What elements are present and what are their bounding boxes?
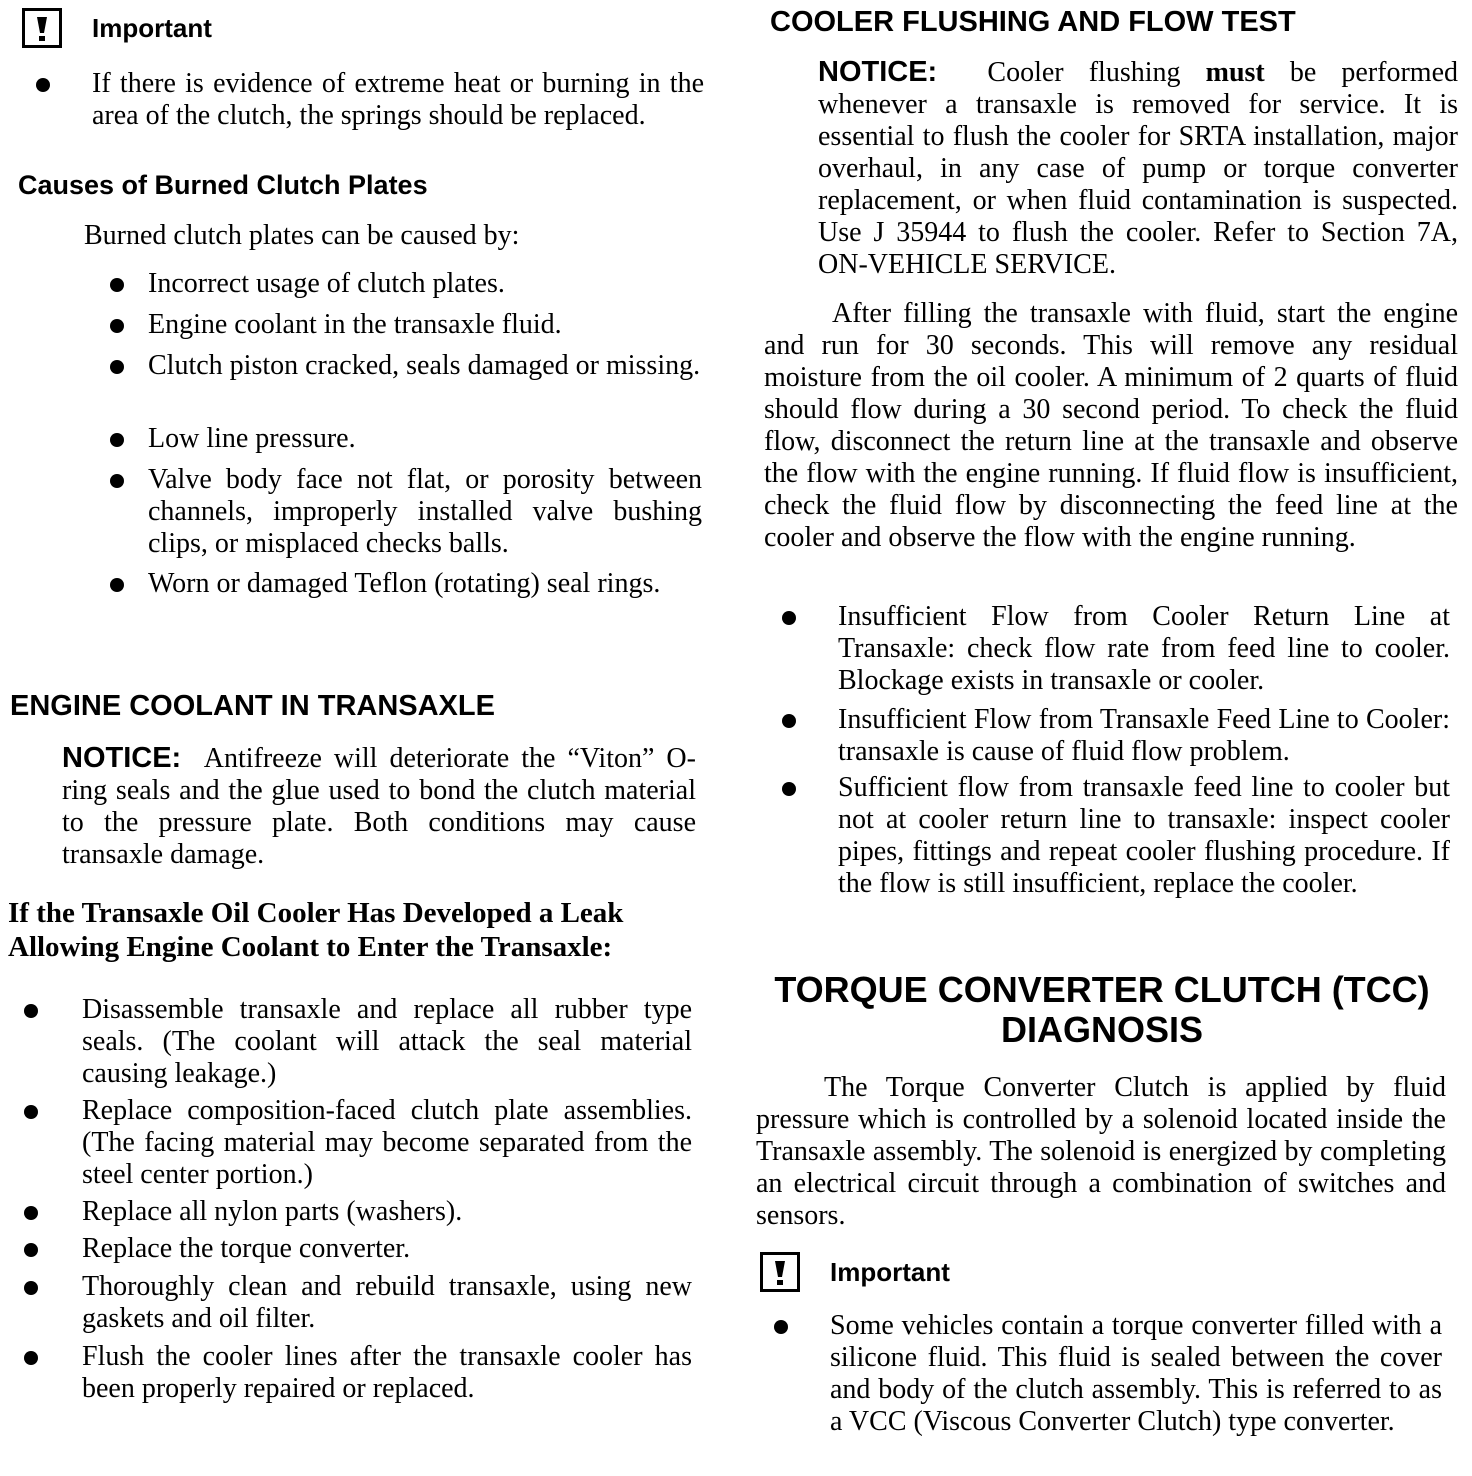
- bullet-dot: [110, 319, 124, 333]
- bullet-dot: [782, 782, 796, 796]
- important-bullet-text: Some vehicles contain a torque converter filled with a silicone fluid. This fluid is sealed between the cover and body of the clutch assembly. This is referred to as a VCC (Viscous Converter Clutch) type converter.: [830, 1310, 1442, 1437]
- list-item-text: Thoroughly clean and rebuild transaxle, using new gaskets and oil filter.: [82, 1271, 692, 1334]
- list-item-text: Sufficient flow from transaxle feed line to cooler but not at cooler return line to transaxle: inspect cooler pipes, fittings and repeat cooler flushing procedure. If the flow is still insufficient, replace the cooler.: [838, 772, 1450, 899]
- tcc-heading-line2: DIAGNOSIS: [1000, 1009, 1204, 1050]
- notice-text-emphasis: must: [1205, 57, 1265, 88]
- bullet-dot: [782, 611, 796, 625]
- bullet-dot: [110, 278, 124, 292]
- notice-label: NOTICE:: [818, 56, 938, 88]
- bullet-dot: [24, 1004, 38, 1018]
- list-item-text: Valve body face not flat, or porosity between channels, improperly installed valve bushing clips, or misplaced checks balls.: [148, 464, 702, 559]
- list-item-text: Low line pressure.: [148, 423, 356, 454]
- list-item-text: Insufficient Flow from Transaxle Feed Line to Cooler: transaxle is cause of fluid flow problem.: [838, 704, 1450, 767]
- list-item-text: Insufficient Flow from Cooler Return Line at Transaxle: check flow rate from feed line to cooler. Blockage exists in transaxle or cooler.: [838, 601, 1450, 696]
- important-bullet-text: If there is evidence of extreme heat or burning in the area of the clutch, the springs should be replaced.: [92, 68, 704, 131]
- list-item-text: Replace all nylon parts (washers).: [82, 1196, 463, 1227]
- list-item-text: Engine coolant in the transaxle fluid.: [148, 309, 562, 340]
- flush-paragraph: After filling the transaxle with fluid, start the engine and run for 30 seconds. This will remove any residual moisture from the oil cooler. A minimum of 2 quarts of fluid should flow during a 30 second period. To check the fluid flow, disconnect the return line at the transaxle and observe the flow with the engine running. If fluid flow is insufficient, check the fluid flow by disconnecting the feed line at the cooler and observe the flow with the engine running.: [764, 298, 1458, 553]
- engine-coolant-heading: ENGINE COOLANT IN TRANSAXLE: [10, 690, 495, 722]
- notice-label: NOTICE:: [62, 742, 182, 774]
- list-item-text: Flush the cooler lines after the transaxle cooler has been properly repaired or replaced.: [82, 1341, 692, 1404]
- important-label: Important: [830, 1256, 950, 1287]
- bullet-dot: [24, 1105, 38, 1119]
- bullet-dot: [24, 1243, 38, 1257]
- notice-text-post: be performed whenever a transaxle is removed for service. It is essential to flush the cooler for SRTA installation, major overhaul, in any case of pump or torque converter replacement, or when fluid contamination is suspected. Use J 35944 to flush the cooler. Refer to Section 7A, ON-VEHICLE SERVICE.: [818, 57, 1458, 280]
- bullet-dot: [110, 578, 124, 592]
- bullet-dot: [782, 714, 796, 728]
- tcc-paragraph: The Torque Converter Clutch is applied by fluid pressure which is controlled by a solenoid located inside the Transaxle assembly. The solenoid is energized by completing an electrical circuit through a combination of switches and sensors.: [756, 1072, 1446, 1231]
- exclamation-icon: [25, 11, 59, 45]
- list-item-text: Clutch piston cracked, seals damaged or missing.: [148, 350, 701, 381]
- list-item-text: Incorrect usage of clutch plates.: [148, 268, 505, 299]
- notice-text: Antifreeze will deteriorate the “Viton” O-ring seals and the glue used to bond the clutch material to the pressure plate. Both conditions may cause transaxle damage.: [62, 743, 696, 870]
- flush-notice: [818, 56, 1458, 281]
- leak-heading: If the Transaxle Oil Cooler Has Developed a Leak Allowing Engine Coolant to Enter the Transaxle:: [8, 897, 624, 963]
- list-item-text: Disassemble transaxle and replace all rubber type seals. (The coolant will attack the seal material causing leakage.): [82, 994, 692, 1089]
- bullet-dot: [24, 1351, 38, 1365]
- causes-intro: Burned clutch plates can be caused by:: [84, 220, 520, 251]
- bullet-dot: [24, 1206, 38, 1220]
- tcc-heading-line1: TORQUE CONVERTER CLUTCH (TCC): [774, 969, 1430, 1010]
- important-callout-top: [22, 8, 212, 48]
- tcc-heading: [756, 970, 1448, 1050]
- bullet-dot: [24, 1281, 38, 1295]
- exclamation-icon: [763, 1255, 797, 1289]
- important-icon: [22, 8, 62, 48]
- coolant-notice: [62, 742, 696, 871]
- important-icon: [760, 1252, 800, 1292]
- bullet-dot: [110, 360, 124, 374]
- causes-heading: Causes of Burned Clutch Plates: [18, 170, 428, 200]
- bullet-dot: [36, 78, 50, 92]
- bullet-dot: [774, 1320, 788, 1334]
- bullet-dot: [110, 474, 124, 488]
- notice-text-pre: Cooler flushing: [987, 57, 1181, 88]
- bullet-dot: [110, 433, 124, 447]
- cooler-flushing-heading: COOLER FLUSHING AND FLOW TEST: [770, 6, 1296, 38]
- list-item-text: Worn or damaged Teflon (rotating) seal rings.: [148, 568, 661, 599]
- important-label: Important: [92, 12, 212, 43]
- important-callout-bottom: [760, 1252, 950, 1292]
- list-item-text: Replace the torque converter.: [82, 1233, 411, 1264]
- list-item-text: Replace composition-faced clutch plate assemblies. (The facing material may become separated from the steel center portion.): [82, 1095, 692, 1190]
